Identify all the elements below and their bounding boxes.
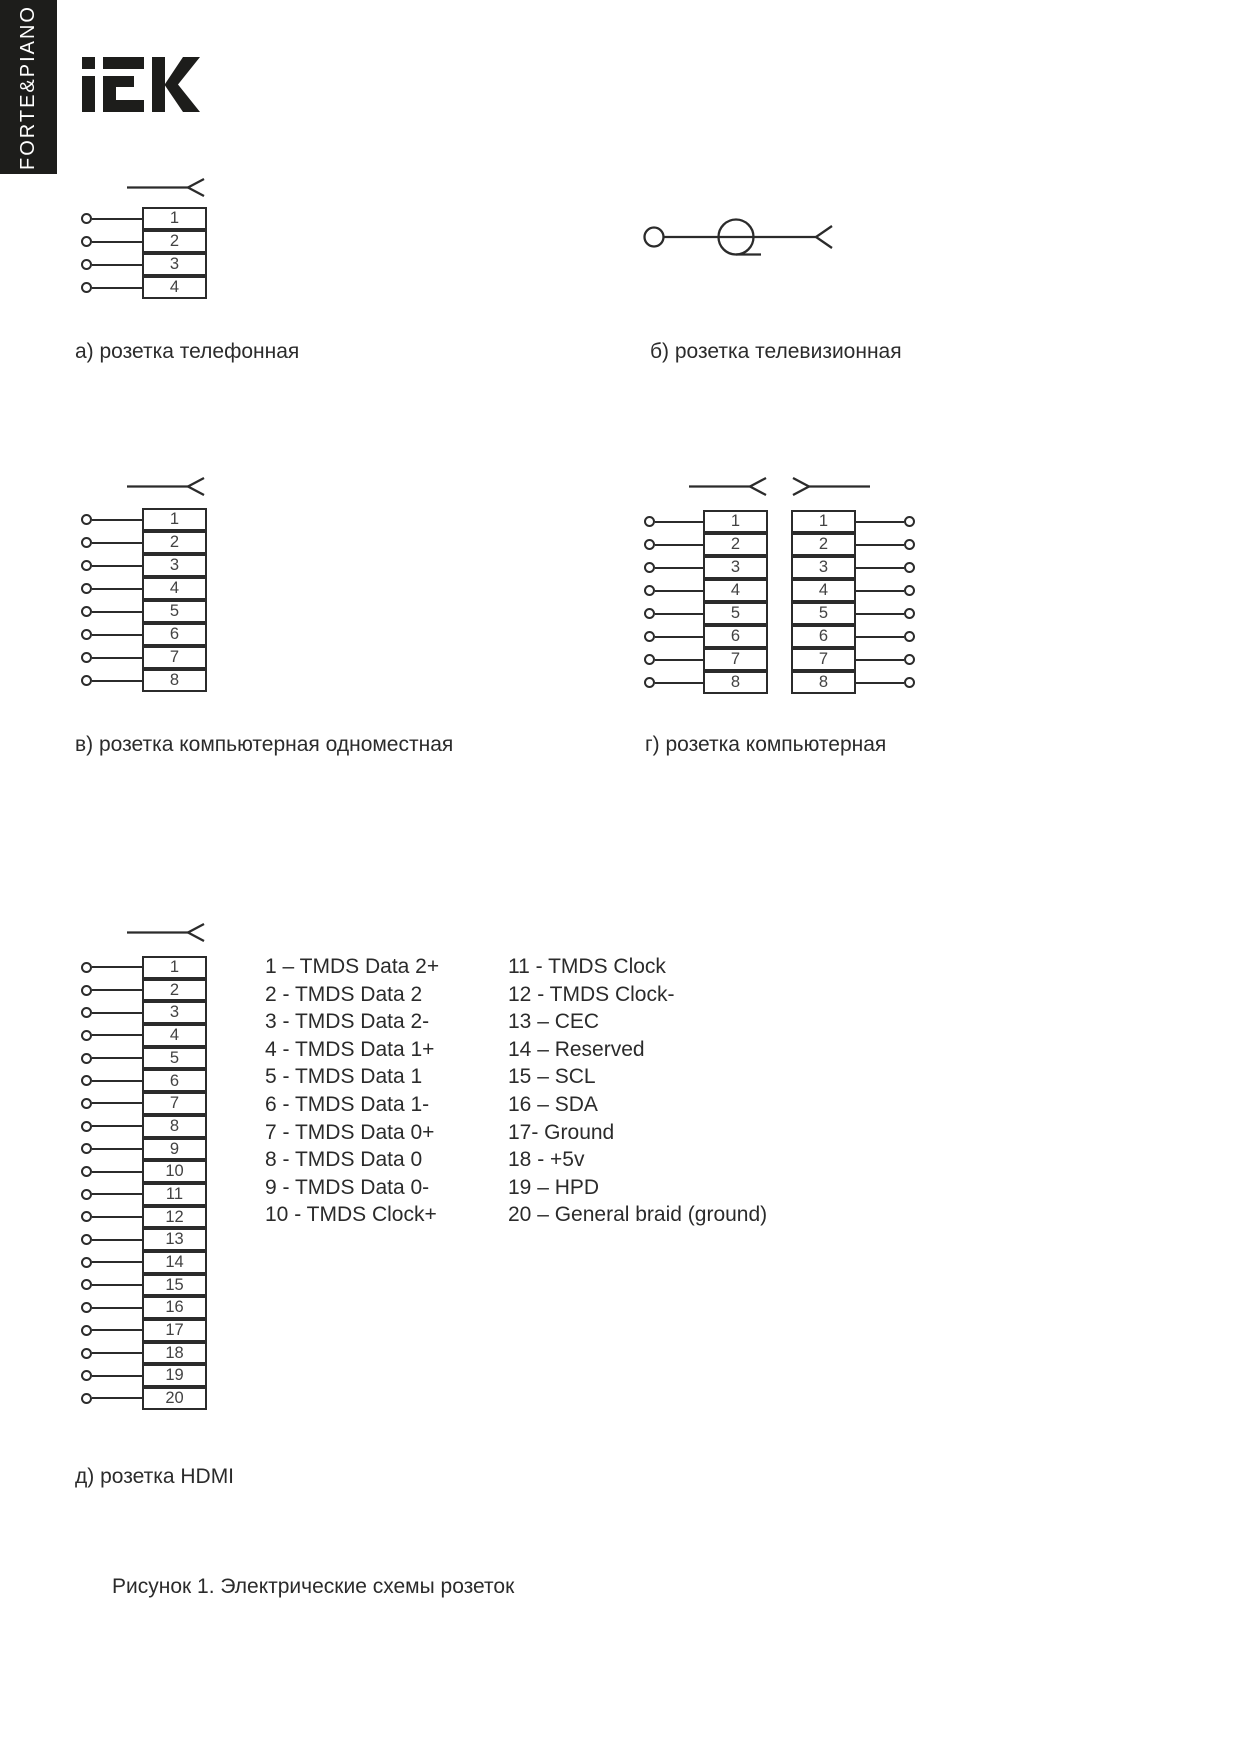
pin-number: 2 [169,232,180,251]
pin-row [81,508,207,531]
pin-box [791,671,856,694]
terminal-circle-icon [81,1234,92,1245]
pin-box [142,1183,207,1206]
pin-row [81,956,207,979]
hdmi-pin-functions-column-2 [508,953,767,1229]
wire [655,590,703,592]
wire [92,1216,142,1218]
wire [92,989,142,991]
pin-number: 2 [730,535,741,554]
pin-number: 2 [818,535,829,554]
pin-box [142,1160,207,1183]
pin-box [142,1228,207,1251]
pin-number: 2 [169,533,180,552]
pin-number: 8 [818,673,829,692]
pin-number: 14 [165,1253,184,1272]
diagram-label-computer-double: г) розетка компьютерная [645,733,887,756]
pin-box [142,1024,207,1047]
terminal-circle-icon [81,1325,92,1336]
terminal-circle-icon [81,1370,92,1381]
pin-box [142,1206,207,1229]
terminal-circle-icon [644,585,655,596]
hdmi-pin-function: 11 - TMDS Clock [508,955,666,978]
computer-double-left-pin-column [644,510,768,694]
pin-number: 3 [169,1003,180,1022]
pin-row [81,253,207,276]
pin-box [142,1364,207,1387]
plug-arrow-icon [688,476,768,496]
wire [856,613,904,615]
wire [92,680,142,682]
pin-box [142,253,207,276]
wire [92,1352,142,1354]
wire [92,1284,142,1286]
terminal-circle-icon [81,1189,92,1200]
pin-box [142,1069,207,1092]
hdmi-pin-function: 3 - TMDS Data 2- [265,1010,430,1034]
pin-box [142,1274,207,1297]
terminal-circle-icon [644,516,655,527]
pin-number: 18 [165,1343,184,1362]
wire [92,1171,142,1173]
terminal-circle-icon [904,562,915,573]
hdmi-pin-function: 17- Ground [508,1120,615,1144]
brand-sidebar [0,0,57,174]
wire [655,613,703,615]
pin-number: 6 [730,627,741,646]
wire [856,659,904,661]
pin-row [81,1138,207,1161]
wire [92,1261,142,1263]
pin-row [81,600,207,623]
pin-box [142,207,207,230]
pin-row [644,625,768,648]
plug-arrow-icon [126,922,206,942]
terminal-circle-icon [644,631,655,642]
pin-number: 3 [169,255,180,274]
pin-box [791,579,856,602]
terminal-circle-icon [81,213,92,224]
pin-box [703,602,768,625]
pin-number: 4 [169,278,180,297]
pin-box [142,979,207,1002]
terminal-circle-icon [904,516,915,527]
pin-row [81,1228,207,1251]
hdmi-pin-function: 5 - TMDS Data 1 [265,1065,423,1089]
pin-box [703,648,768,671]
pin-box [703,556,768,579]
wire [92,1375,142,1377]
wire [92,565,142,567]
pin-box [791,602,856,625]
pin-row [81,646,207,669]
terminal-circle-icon [81,236,92,247]
pin-box [142,646,207,669]
terminal-circle-icon [81,1007,92,1018]
pin-row [81,1069,207,1092]
pin-number: 19 [165,1366,184,1385]
pin-box [142,276,207,299]
pin-number: 12 [165,1207,184,1226]
pin-box [703,510,768,533]
wire [655,544,703,546]
wire [92,1193,142,1195]
pin-box [703,625,768,648]
pin-box [142,1251,207,1274]
pin-number: 4 [169,579,180,598]
pin-row [644,602,768,625]
pin-number: 11 [165,1184,184,1203]
pin-row [81,979,207,1002]
plug-arrow-right-icon [791,476,871,496]
pin-box [142,1001,207,1024]
diagram-label-hdmi: д) розетка HDMI [75,1465,235,1488]
wire [655,567,703,569]
diagram-label-computer-single: в) розетка компьютерная одноместная [75,733,454,756]
hdmi-pin-function: 19 – HPD [508,1175,600,1199]
pin-number: 8 [730,673,741,692]
pin-row [81,669,207,692]
pin-row [81,1274,207,1297]
pin-row [81,1296,207,1319]
pin-box [142,669,207,692]
pin-number: 5 [730,604,741,623]
hdmi-pin-function: 13 – CEC [508,1010,600,1034]
pin-number: 1 [169,209,180,228]
pin-box [791,625,856,648]
pin-row [81,1024,207,1047]
pin-row [81,1160,207,1183]
diagram-label-tv: б) розетка телевизионная [650,340,902,363]
pin-box [142,554,207,577]
pin-row [81,1001,207,1024]
wire [856,636,904,638]
pin-box [142,600,207,623]
pin-number: 1 [818,512,829,531]
pin-row [81,554,207,577]
terminal-circle-icon [644,562,655,573]
wire [655,682,703,684]
hdmi-pin-function: 15 – SCL [508,1065,596,1089]
wire [92,519,142,521]
terminal-circle-icon [81,259,92,270]
wire [655,659,703,661]
hdmi-pin-function: 20 – General braid (ground) [508,1203,768,1227]
pin-box [791,510,856,533]
wire [92,1034,142,1036]
pin-row [81,1319,207,1342]
terminal-circle-icon [81,1393,92,1404]
wire [856,521,904,523]
wire [92,542,142,544]
wire [92,1012,142,1014]
pin-row [81,276,207,299]
pin-number: 15 [165,1275,184,1294]
wire [92,588,142,590]
hdmi-pin-function: 2 - TMDS Data 2 [265,982,423,1006]
tv-socket-symbol-icon [640,214,840,260]
pin-row [81,230,207,253]
wire [92,966,142,968]
pin-row [81,1092,207,1115]
pin-number: 1 [169,958,180,977]
pin-box [142,1342,207,1365]
pin-row [81,1387,207,1410]
terminal-circle-icon [81,1166,92,1177]
pin-number: 10 [165,1162,184,1181]
pin-number: 7 [818,650,829,669]
pin-box [791,556,856,579]
terminal-circle-icon [81,1211,92,1222]
hdmi-pin-function: 18 - +5v [508,1148,585,1172]
wire [856,544,904,546]
pin-number: 7 [169,1094,180,1113]
pin-number: 20 [165,1389,184,1408]
terminal-circle-icon [81,675,92,686]
wire [92,1148,142,1150]
hdmi-pin-function: 7 - TMDS Data 0+ [265,1120,435,1144]
pin-row [791,602,915,625]
terminal-circle-icon [81,514,92,525]
pin-number: 7 [730,650,741,669]
hdmi-pin-function: 9 - TMDS Data 0- [265,1175,430,1199]
pin-row [791,556,915,579]
wire [92,1397,142,1399]
computer-single-pin-column [81,508,207,692]
wire [655,636,703,638]
terminal-circle-icon [81,1030,92,1041]
pin-box [791,533,856,556]
pin-box [142,1092,207,1115]
terminal-circle-icon [81,1302,92,1313]
pin-row [791,671,915,694]
computer-double-right-pin-column [791,510,915,694]
figure-caption: Рисунок 1. Электрические схемы розеток [112,1575,515,1598]
wire [92,1329,142,1331]
pin-row [81,623,207,646]
terminal-circle-icon [904,654,915,665]
pin-box [142,508,207,531]
wire [92,218,142,220]
pin-row [81,1251,207,1274]
pin-number: 4 [818,581,829,600]
iek-logo [82,57,200,112]
pin-number: 3 [169,556,180,575]
terminal-circle-icon [81,282,92,293]
wire [92,1125,142,1127]
pin-row [81,1183,207,1206]
pin-row [644,579,768,602]
wire [92,611,142,613]
hdmi-pin-column [81,956,207,1410]
pin-number: 16 [165,1298,184,1317]
hdmi-pin-function: 12 - TMDS Clock- [508,982,675,1006]
pin-number: 4 [730,581,741,600]
terminal-circle-icon [644,677,655,688]
pin-row [81,1115,207,1138]
pin-number: 5 [169,1048,180,1067]
diagram-label-telephone: а) розетка телефонная [75,340,300,363]
terminal-circle-icon [81,985,92,996]
pin-number: 5 [818,604,829,623]
wire [92,1307,142,1309]
terminal-circle-icon [81,1143,92,1154]
pin-number: 17 [165,1321,184,1340]
pin-number: 1 [169,510,180,529]
hdmi-pin-function: 6 - TMDS Data 1- [265,1092,430,1116]
pin-box [142,230,207,253]
pin-row [791,579,915,602]
plug-arrow-icon [126,177,206,197]
pin-number: 7 [169,648,180,667]
pin-box [142,1047,207,1070]
terminal-circle-icon [644,608,655,619]
pin-box [791,648,856,671]
hdmi-pin-function: 16 – SDA [508,1092,598,1116]
terminal-circle-icon [81,1348,92,1359]
hdmi-pin-function: 10 - TMDS Clock+ [265,1203,437,1227]
pin-number: 8 [169,671,180,690]
wire [92,1102,142,1104]
terminal-circle-icon [81,560,92,571]
wire [92,1080,142,1082]
pin-box [703,579,768,602]
pin-number: 3 [818,558,829,577]
pin-row [644,671,768,694]
terminal-circle-icon [644,654,655,665]
pin-box [142,531,207,554]
terminal-circle-icon [81,652,92,663]
pin-row [644,648,768,671]
pin-box [142,956,207,979]
pin-number: 6 [169,625,180,644]
wire [92,264,142,266]
terminal-circle-icon [81,606,92,617]
wire [856,590,904,592]
terminal-circle-icon [81,537,92,548]
pin-row [644,556,768,579]
terminal-circle-icon [81,1053,92,1064]
telephone-pin-column [81,207,207,299]
pin-box [142,1387,207,1410]
wire [92,241,142,243]
pin-row [81,1047,207,1070]
wire [92,1239,142,1241]
plug-arrow-icon [126,476,206,496]
pin-row [81,1364,207,1387]
hdmi-pin-function: 1 – TMDS Data 2+ [265,955,440,978]
terminal-circle-icon [81,962,92,973]
pin-row [791,533,915,556]
pin-row [81,207,207,230]
terminal-circle-icon [904,585,915,596]
wire [92,657,142,659]
pin-number: 1 [730,512,741,531]
hdmi-pin-function: 4 - TMDS Data 1+ [265,1037,435,1061]
terminal-circle-icon [81,1098,92,1109]
pin-box [703,533,768,556]
pin-box [142,1138,207,1161]
pin-box [703,671,768,694]
pin-box [142,1115,207,1138]
pin-box [142,577,207,600]
pin-row [81,1342,207,1365]
terminal-circle-icon [81,583,92,594]
pin-number: 13 [165,1230,184,1249]
pin-row [644,533,768,556]
wire [856,682,904,684]
wire [92,634,142,636]
pin-number: 9 [169,1139,180,1158]
terminal-circle-icon [904,608,915,619]
pin-number: 3 [730,558,741,577]
wire [856,567,904,569]
terminal-circle-icon [81,1257,92,1268]
terminal-circle-icon [81,1075,92,1086]
terminal-circle-icon [904,631,915,642]
terminal-circle-icon [904,539,915,550]
pin-box [142,1319,207,1342]
pin-number: 4 [169,1026,180,1045]
hdmi-pin-function: 14 – Reserved [508,1037,645,1061]
pin-number: 5 [169,602,180,621]
wire [92,287,142,289]
pin-row [81,577,207,600]
pin-row [791,510,915,533]
pin-row [81,1206,207,1229]
wire [92,1057,142,1059]
terminal-circle-icon [81,1279,92,1290]
terminal-circle-icon [81,629,92,640]
pin-row [81,531,207,554]
pin-row [791,648,915,671]
pin-box [142,623,207,646]
terminal-circle-icon [644,539,655,550]
pin-row [644,510,768,533]
pin-number: 2 [169,980,180,999]
pin-number: 6 [818,627,829,646]
pin-box [142,1296,207,1319]
wire [655,521,703,523]
hdmi-pin-functions-column-1 [265,953,439,1229]
terminal-circle-icon [81,1121,92,1132]
pin-number: 8 [169,1116,180,1135]
brand-series-label: FORTE&PIANO [17,4,39,170]
terminal-circle-icon [904,677,915,688]
pin-row [791,625,915,648]
pin-number: 6 [169,1071,180,1090]
hdmi-pin-function: 8 - TMDS Data 0 [265,1148,423,1172]
